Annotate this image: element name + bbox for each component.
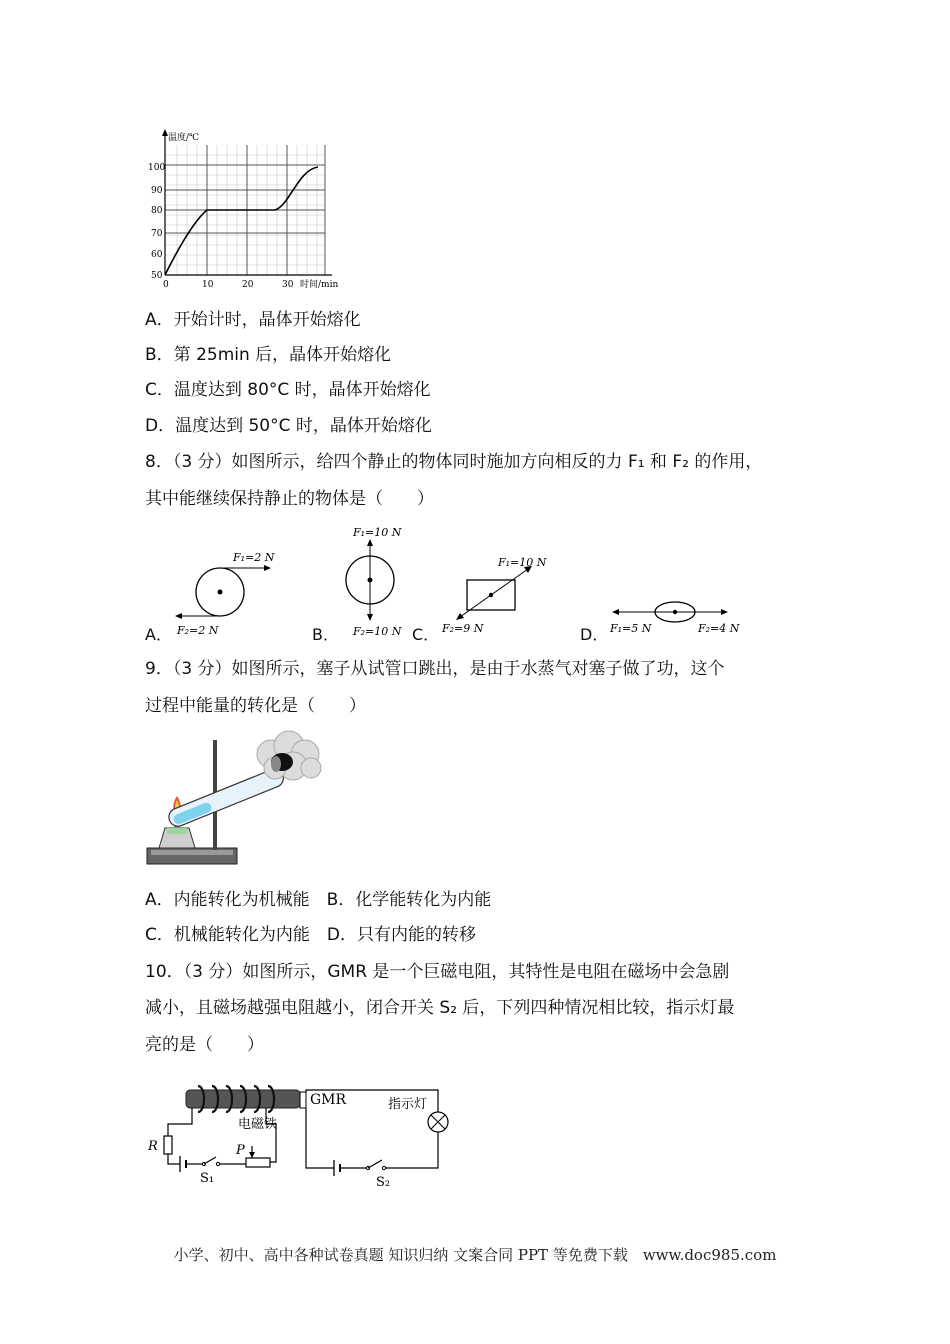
- x-tick: 10: [202, 280, 214, 290]
- q8-label-c: C．: [412, 625, 440, 644]
- page-footer: 小学、初中、高中各种试卷真题 知识归纳 文案合同 PPT 等免费下载 www.doc985.com: [173, 1246, 777, 1264]
- switch-s2-label: S₂: [376, 1175, 391, 1190]
- q8-figure-a: [175, 548, 285, 640]
- y-tick: 70: [151, 229, 163, 239]
- gmr-circuit-diagram: [140, 1080, 470, 1192]
- q10-stem-line2: 减小，且磁场越强电阻越小，闭合开关 S₂ 后，下列四种情况相比较，指示灯最: [145, 998, 735, 1018]
- x-tick: 30: [282, 280, 294, 290]
- q8-figure-d: [608, 596, 748, 638]
- q7-option-d: D．温度达到 50°C 时，晶体开始熔化: [145, 416, 432, 436]
- q8-figure-b: [335, 525, 415, 640]
- x-tick: 20: [242, 280, 254, 290]
- electromagnet-label: 电磁铁: [238, 1117, 278, 1132]
- y-axis-label: 温度/℃: [168, 133, 200, 143]
- switch-s1-label: S₁: [200, 1171, 215, 1186]
- force-f2-label: F₂=10 N: [353, 625, 402, 638]
- q7-option-b: B．第 25min 后，晶体开始熔化: [145, 345, 392, 365]
- force-f2-label: F₂=4 N: [698, 622, 740, 635]
- q8-label-b: B．: [312, 625, 339, 644]
- temperature-time-graph: [140, 125, 360, 295]
- y-tick: 80: [151, 206, 163, 216]
- force-f2-label: F₂=2 N: [177, 624, 219, 637]
- force-f1-label: F₁=10 N: [353, 526, 402, 539]
- q8-stem-line1: 8．（3 分）如图所示，给四个静止的物体同时施加方向相反的力 F₁ 和 F₂ 的作用，: [145, 452, 763, 472]
- y-tick: 90: [151, 186, 163, 196]
- slider-label: P: [236, 1143, 245, 1158]
- force-f1-label: F₁=10 N: [498, 556, 547, 569]
- gmr-label: GMR: [310, 1092, 347, 1108]
- q7-option-a: A．开始计时，晶体开始熔化: [145, 310, 361, 330]
- q8-figure-c: [440, 552, 550, 642]
- q10-stem-line3: 亮的是（ ）: [145, 1035, 264, 1055]
- lamp-label: 指示灯: [388, 1097, 428, 1112]
- force-f1-label: F₁=2 N: [233, 551, 275, 564]
- q9-options-row1: A．内能转化为机械能 B．化学能转化为内能: [145, 890, 492, 910]
- y-tick: 60: [151, 250, 163, 260]
- y-tick: 50: [151, 271, 163, 281]
- force-f2-label: F₂=9 N: [442, 622, 484, 635]
- q9-stem-line1: 9．（3 分）如图所示，塞子从试管口跳出，是由于水蒸气对塞子做了功，这个: [145, 659, 725, 679]
- q9-stem-line2: 过程中能量的转化是（ ）: [145, 696, 366, 716]
- q8-label-d: D．: [580, 625, 609, 644]
- test-tube-apparatus-figure: [143, 728, 333, 870]
- y-tick: 100: [148, 163, 166, 173]
- x-tick: 0: [163, 280, 169, 290]
- q10-stem-line1: 10．（3 分）如图所示，GMR 是一个巨磁电阻，其特性是电阻在磁场中会急剧: [145, 962, 730, 982]
- x-axis-label: 时间/min: [300, 280, 339, 290]
- q9-options-row2: C．机械能转化为内能 D．只有内能的转移: [145, 925, 476, 945]
- q8-label-a: A．: [145, 625, 172, 644]
- q8-stem-line2: 其中能继续保持静止的物体是（ ）: [145, 489, 434, 509]
- q7-option-c: C．温度达到 80°C 时，晶体开始熔化: [145, 380, 431, 400]
- resistor-label: R: [148, 1139, 158, 1154]
- force-f1-label: F₁=5 N: [610, 622, 652, 635]
